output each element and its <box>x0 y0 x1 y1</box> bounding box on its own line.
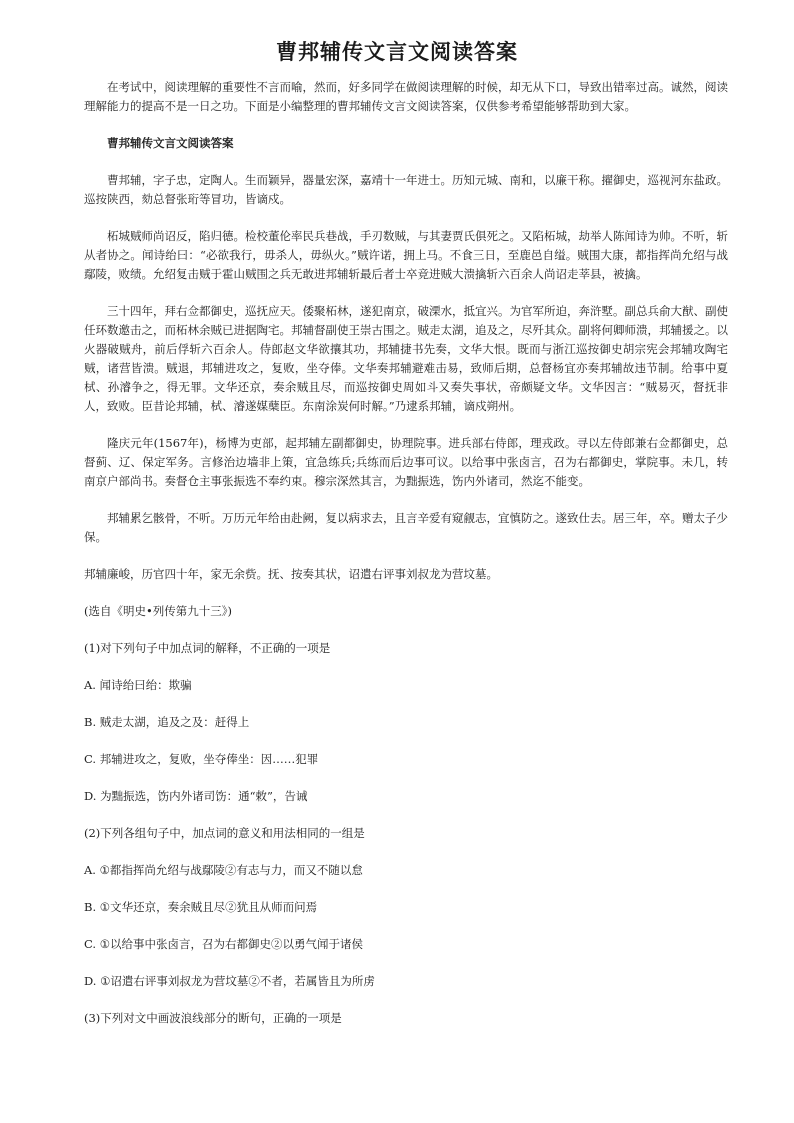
passage-paragraph-2: 柘城贼师尚诏反，陷归德。检校董伦率民兵巷战，手刃数贼，与其妻贾氏俱死之。又陷柘城，劫举人陈闻诗为帅。不听，斩从者协之。闻诗绐曰：“必欲我行，毋杀人，毋纵火。”贼许诺，拥上马。不食三日，至鹿邑自缢。贼围大康，都指挥尚允绍与战鄢陵，败绩。允绍复击贼于霍山贼围之兵无敢进邦辅斩最后者士卒竞进贼大溃擒斩六百余人尚诏走莘县，被擒。 <box>84 229 728 281</box>
question-1-option-b: B. 贼走太湖，追及之及：赶得上 <box>84 715 250 729</box>
question-2-option-c: C. ①以给事中张卤言，召为右都御史②以勇气闻于诸侯 <box>84 937 364 951</box>
question-1-option-c: C. 邦辅进攻之，复败，坐夺俸坐：因……犯罪 <box>84 752 319 766</box>
passage-paragraph-6: 邦辅廉峻，历官四十年，家无余赀。抚、按奏其状，诏遣右评事刘叔龙为营坟墓。 <box>84 567 498 581</box>
passage-paragraph-4: 隆庆元年(1567年)，杨博为吏部，起邦辅左副都御史，协理院事。进兵部右侍郎，理戎政。寻以左侍郎兼右佥都御史，总督蓟、辽、保定军务。言修治边墙非上策，宜急练兵;兵练而后边事可议。以给事中张卤言，召为右都御史，掌院事。未几，转南京户部尚书。奏督仓主事张振选不奉约束。穆宗深然其言，为黜振选，饬内外诸司，然迄不能变。 <box>84 436 728 488</box>
passage-paragraph-3: 三十四年，拜右佥都御史，巡抚应天。倭聚柘林，遂犯南京，破溧水，抵宜兴。为官军所迫，奔浒墅。副总兵俞大猷、副使任环数邀击之，而柘林余贼已进据陶宅。邦辅督副使王崇古围之。贼走太湖，追及之，尽歼其众。副将何卿师溃，邦辅援之。以火器破贼舟，前后俘斩六百余人。侍郎赵文华欲攘其功，邦辅捷书先奏，文华大恨。既而与浙江巡按御史胡宗宪会邦辅攻陶宅贼，诸营皆溃。贼退，邦辅进攻之，复败，坐夺俸。文华奏邦辅避难击易，致师后期，总督杨宜亦奏邦辅故违节制。给事中夏栻、孙濬争之，得无罪。文华还京，奏余贼且尽，而巡按御史周如斗又奏失事状，帝颇疑文华。文华因言：“贼易灭，督抚非人，致败。臣昔论邦辅，栻、濬遂媒蘖臣。东南涂炭何时解。”乃逮系邦辅，谪戍朔州。 <box>84 304 728 413</box>
question-1-option-a: A. 闻诗绐曰绐：欺骗 <box>84 678 192 692</box>
intro-paragraph: 在考试中，阅读理解的重要性不言而喻，然而，好多同学在做阅读理解的时候，却无从下口，导致出错率过高。诚然，阅读理解能力的提高不是一日之功。下面是小编整理的曹邦辅传文言文阅读答案，仅供参考希望能够帮助到大家。 <box>84 80 728 113</box>
question-2-option-a: A. ①都指挥尚允绍与战鄢陵②有志与力，而又不随以怠 <box>84 863 363 877</box>
page-title: 曹邦辅传文言文阅读答案 <box>276 40 518 64</box>
question-3-stem: (3)下列对文中画波浪线部分的断句，正确的一项是 <box>84 1011 342 1025</box>
question-2-option-d: D. ①诏遣右评事刘叔龙为营坟墓②不者，若属皆且为所虏 <box>84 974 375 988</box>
passage-paragraph-5: 邦辅累乞骸骨，不听。万历元年给由赴阙，复以病求去，且言辛爱有窥觎志，宜慎防之。遂致仕去。居三年，卒。赠太子少保。 <box>84 511 728 544</box>
section-heading: 曹邦辅传文言文阅读答案 <box>107 136 234 150</box>
question-1-stem: (1)对下列句子中加点词的解释，不正确的一项是 <box>84 641 331 655</box>
question-2-option-b: B. ①文华还京，奏余贼且尽②犹且从师而问焉 <box>84 900 318 914</box>
question-2-stem: (2)下列各组句子中，加点词的意义和用法相同的一组是 <box>84 826 365 840</box>
passage-paragraph-1: 曹邦辅，字子忠，定陶人。生而颖异，器量宏深，嘉靖十一年进士。历知元城、南和，以廉干称。擢御史，巡视河东盐政。巡按陕西，劾总督张珩等冒功，皆谪戍。 <box>84 173 728 206</box>
question-1-option-d: D. 为黜振选，饬内外诸司饬：通“敕”，告诫 <box>84 789 308 803</box>
document-body <box>84 78 728 1028</box>
source-citation: (选自《明史•列传第九十三》) <box>84 604 233 618</box>
